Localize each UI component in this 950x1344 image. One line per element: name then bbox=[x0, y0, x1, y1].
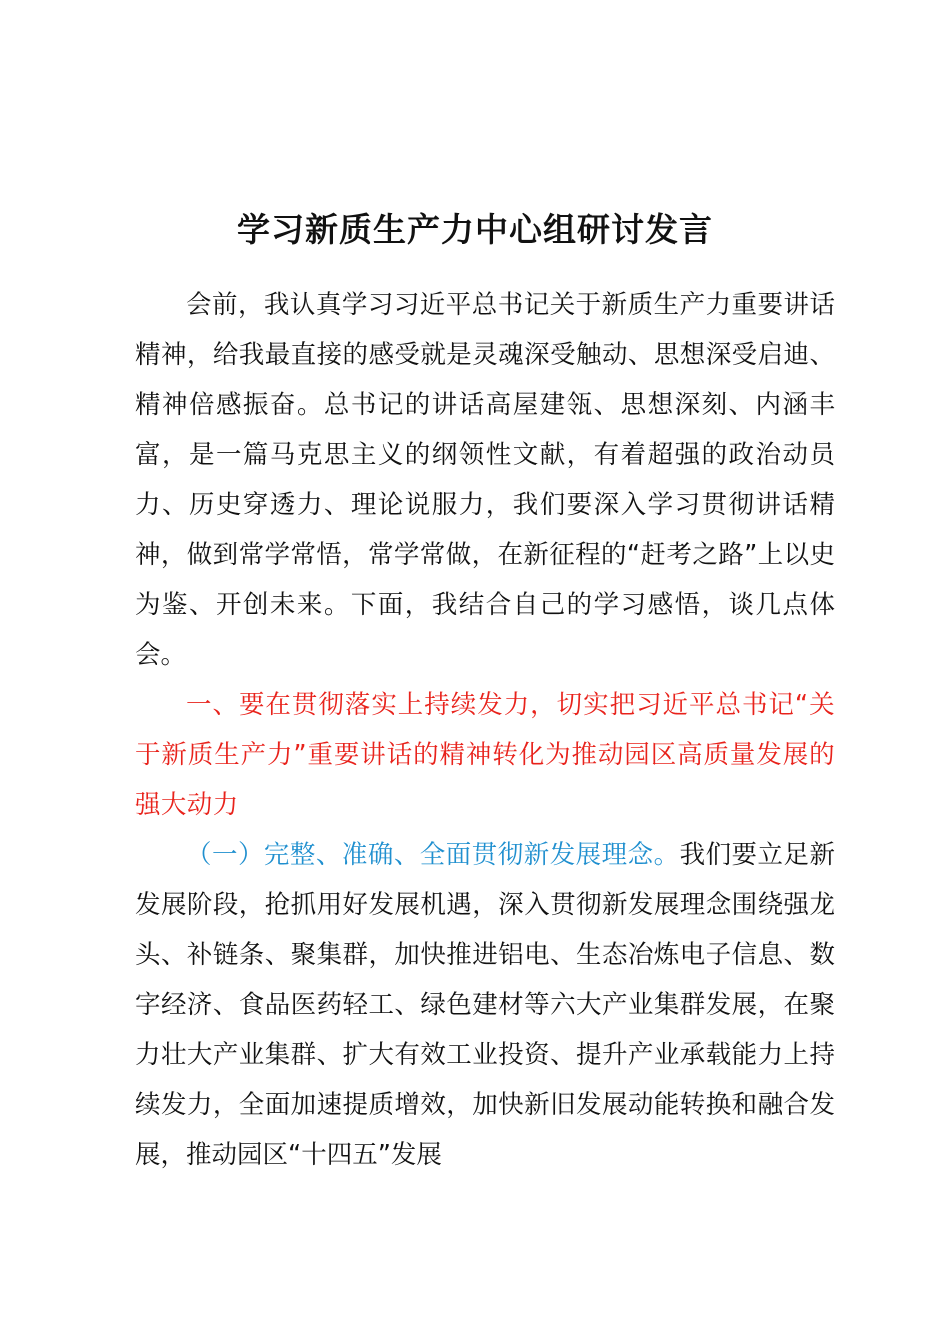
subsection-body: 我们要立足新发展阶段，抢抓用好发展机遇，深入贯彻新发展理念围绕强龙头、补链条、聚集群，加快推进铝电、生态冶炼电子信息、数字经济、食品医药轻工、绿色建材等六大产业集群发展，在聚力壮大产业集群、扩大有效工业投资、提升产业承载能力上持续发力，全面加速提质增效，加快新旧发展动能转换和融合发展，推动园区“十四五”发展 bbox=[135, 840, 835, 1170]
document-title: 学习新质生产力中心组研讨发言 bbox=[237, 210, 713, 249]
subsection-heading: （一）完整、准确、全面贯彻新发展理念。 bbox=[186, 840, 680, 870]
intro-paragraph: 会前，我认真学习习近平总书记关于新质生产力重要讲话精神，给我最直接的感受就是灵魂深受触动、思想深受启迪、精神倍感振奋。总书记的讲话高屋建瓴、思想深刻、内涵丰富，是一篇马克思主义的纲领性文献，有着超强的政治动员力、历史穿透力、理论说服力，我们要深入学习贯彻讲话精神，做到常学常悟，常学常做，在新征程的“赶考之路”上以史为鉴、开创未来。下面，我结合自己的学习感悟，谈几点体会。 bbox=[135, 290, 835, 670]
subsection-paragraph bbox=[135, 830, 835, 1180]
section-heading: 一、要在贯彻落实上持续发力，切实把习近平总书记“关于新质生产力”重要讲话的精神转化为推动园区高质量发展的强大动力 bbox=[135, 690, 835, 820]
